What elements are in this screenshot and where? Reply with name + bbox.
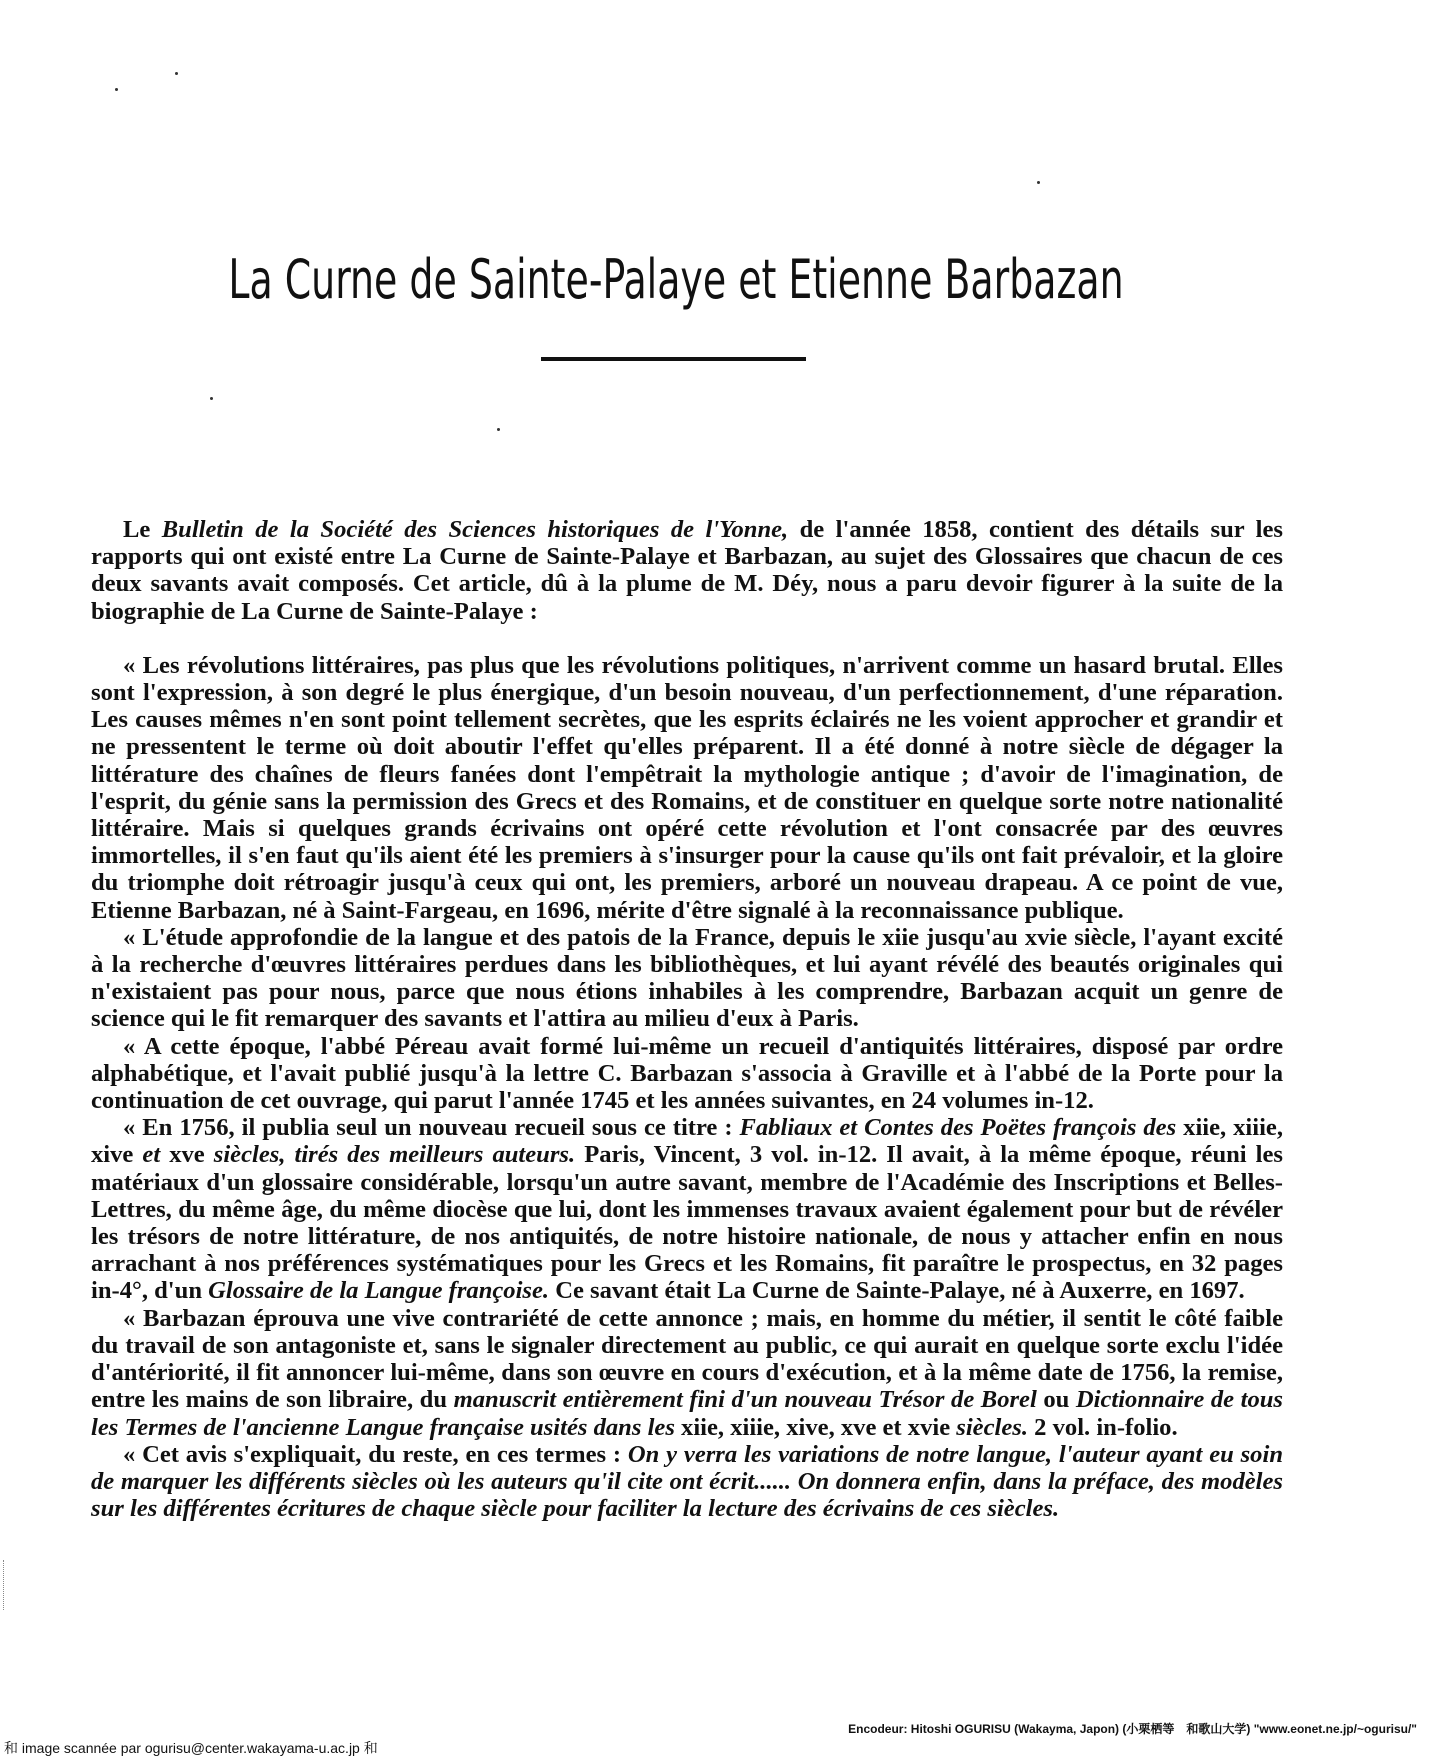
scan-speck bbox=[210, 397, 213, 400]
scan-speck bbox=[1037, 181, 1040, 184]
quote-paragraph-1: « Les révolutions littéraires, pas plus que les révolutions politiques, n'arrivent comme un hasard brutal. Elles sont l'expression, à son degré le plus énergique, d'un besoin nouveau, d'un perfectionnement, d'une réparation. Les causes mêmes n'en sont point tellement secrètes, que les esprits éclairés ne les voient approcher et grandir et ne pressentent le terme où doit aboutir l'effet qu'elles préparent. Il a été donné à notre siècle de dégager la littérature des chaînes de fleurs fanées dont l'empêtrait la mythologie antique ; d'avoir de l'imagination, de l'esprit, du génie sans la permission des Grecs et des Romains, et de constituer en quelque sorte notre nationalité littéraire. Mais si quelques grands écrivains ont opéré cette révolution et l'ont consacrée par des œuvres immortelles, il s'en faut qu'ils aient été les premiers à s'insurger pour la cause qu'ils ont fait prévaloir, et la gloire du triomphe doit rétroagir jusqu'à ceux qui ont, les premiers, arboré un nouveau drapeau. A ce point de vue, Etienne Barbazan, né à Saint-Fargeau, en 1696, mérite d'être signalé à la reconnaissance publique. bbox=[91, 651, 1283, 924]
scan-speck bbox=[497, 428, 500, 431]
page-title: La Curne de Sainte-Palaye et Etienne Barbazan bbox=[228, 248, 1124, 312]
intro-paragraph: Le Bulletin de la Société des Sciences historiques de l'Yonne, de l'année 1858, contient des détails sur les rapports qui ont existé entre La Curne de Sainte-Palaye et Barbazan, au sujet des Glossaires que chacun de ces deux savants avait composés. Cet article, dû à la plume de M. Déy, nous a paru devoir figurer à la suite de la biographie de La Curne de Sainte-Palaye : bbox=[91, 516, 1283, 625]
scan-speck bbox=[175, 72, 178, 75]
scan-credit: 和 image scannée par ogurisu@center.wakayama-u.ac.jp 和 bbox=[4, 1740, 378, 1756]
margin-dots bbox=[3, 1560, 6, 1610]
quote-paragraph-6: « Cet avis s'expliquait, du reste, en ces termes : On y verra les variations de notre langue, l'auteur ayant eu soin de marquer les différents siècles où les auteurs qu'il cite ont écrit...... On donnera enfin, dans la préface, des modèles sur les différentes écritures de chaque siècle pour faciliter la lecture des écrivains de ces siècles. bbox=[91, 1440, 1283, 1523]
quote-paragraph-2: « L'étude approfondie de la langue et des patois de la France, depuis le xiie jusqu'au xvie siècle, l'ayant excité à la recherche d'œuvres littéraires perdues dans les bibliothèques, et lui ayant révélé des beautés originales qui n'existaient pas pour nous, parce que nous étions inhabiles à les comprendre, Barbazan acquit un genre de science qui le fit remarquer des savants et l'attira au milieu d'eux à Paris. bbox=[91, 923, 1283, 1033]
title-divider bbox=[541, 357, 806, 361]
quote-paragraph-4: « En 1756, il publia seul un nouveau recueil sous ce titre : Fabliaux et Contes des Poëtes françois des xiie, xiiie, xive et xve siècles, tirés des meilleurs auteurs. Paris, Vincent, 3 vol. in-12. Il avait, à la même époque, réuni les matériaux d'un glossaire considérable, lorsqu'un autre savant, membre de l'Académie des Inscriptions et Belles-Lettres, du même âge, du même diocèse que lui, dont les immenses travaux avaient également pour but de révéler les trésors de notre littérature, de nos antiquités, de notre histoire nationale, de nous y attacher enfin en nous arrachant à nos préférences systématiques pour les Grecs et les Romains, fit paraître le prospectus, en 32 pages in-4°, d'un Glossaire de la Langue françoise. Ce savant était La Curne de Sainte-Palaye, né à Auxerre, en 1697. bbox=[91, 1114, 1283, 1305]
encoder-credit: Encodeur: Hitoshi OGURISU (Wakayma, Japon) (小栗栖等 和歌山大学) "www.eonet.ne.jp/~ogurisu/" bbox=[848, 1722, 1417, 1736]
article-body bbox=[91, 516, 1283, 1522]
quote-paragraph-3: « A cette époque, l'abbé Péreau avait formé lui-même un recueil d'antiquités littéraires, disposé par ordre alphabétique, et l'avait publié jusqu'à la lettre C. Barbazan s'associa à Graville et à l'abbé de la Porte pour la continuation de cet ouvrage, qui parut l'année 1745 et les années suivantes, en 24 volumes in-12. bbox=[91, 1032, 1283, 1115]
quote-paragraph-5: « Barbazan éprouva une vive contrariété de cette annonce ; mais, en homme du métier, il sentit le côté faible du travail de son antagoniste et, sans le signaler directement au public, ce qui aurait en quelque sorte exclu l'idée d'antériorité, il fit annoncer lui-même, dans son œuvre en cours d'exécution, et à la même date de 1756, la remise, entre les mains de son libraire, du manuscrit entièrement fini d'un nouveau Trésor de Borel ou Dictionnaire de tous les Termes de l'ancienne Langue française usités dans les xiie, xiiie, xive, xve et xvie siècles. 2 vol. in-folio. bbox=[91, 1304, 1283, 1441]
scan-speck bbox=[115, 88, 118, 91]
